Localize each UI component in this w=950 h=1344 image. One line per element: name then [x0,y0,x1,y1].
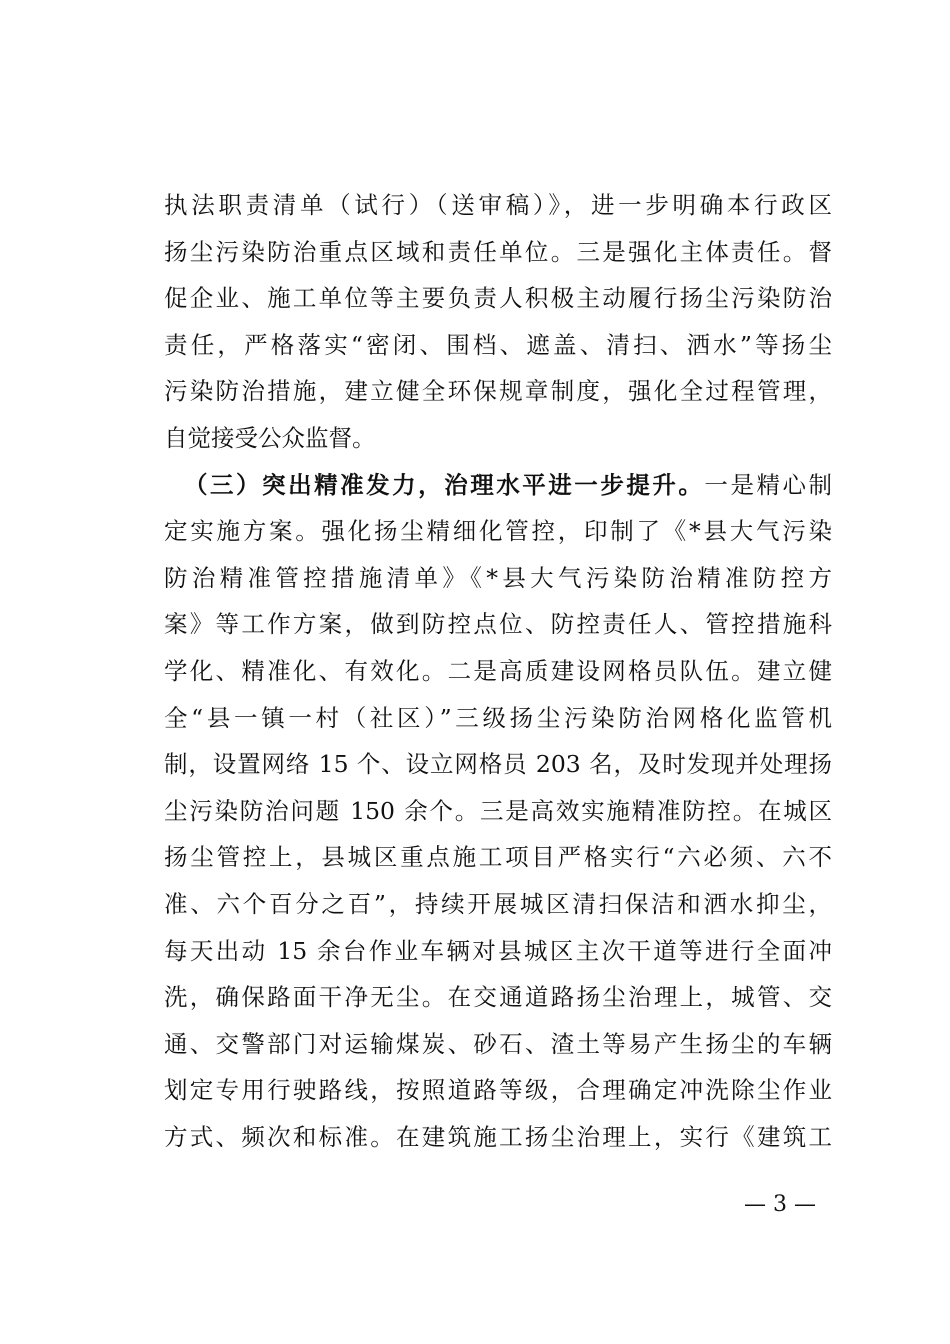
text-line: 划定专用行驶路线，按照道路等级，合理确定冲洗除尘作业 [164,1076,832,1105]
body-text [164,182,832,1160]
page-number: — 3 — [744,1192,816,1217]
text-line: 扬尘污染防治重点区域和责任单位。三是强化主体责任。督 [164,237,832,266]
text-line: 洗，确保路面干净无尘。在交通道路扬尘治理上，城管、交 [164,983,832,1012]
text-line: 污染防治措施，建立健全环保规章制度，强化全过程管理， [164,377,832,406]
text-line: 促企业、施工单位等主要负责人积极主动履行扬尘污染防治 [164,284,832,313]
text-line: 每天出动 15 余台作业车辆对县城区主次干道等进行全面冲 [164,936,832,965]
text-line: 学化、精准化、有效化。二是高质建设网格员队伍。建立健 [164,656,832,685]
text-line: 责任，严格落实“密闭、围档、遮盖、清扫、洒水”等扬尘 [164,330,832,359]
text-line: 案》等工作方案，做到防控点位、防控责任人、管控措施科 [164,610,832,639]
text-line: 准、六个百分之百”，持续开展城区清扫保洁和洒水抑尘， [164,889,832,918]
text-line: 通、交警部门对运输煤炭、砂石、渣土等易产生扬尘的车辆 [164,1029,832,1058]
paragraph-2 [164,462,832,1161]
text-line: 扬尘管控上，县城区重点施工项目严格实行“六必须、六不 [164,843,832,872]
text-line: 执法职责清单（试行）（送审稿）》，进一步明确本行政区 [164,191,832,219]
paragraph-1 [164,182,832,462]
section-heading: （三）突出精准发力，治理水平进一步提升。 [184,470,705,499]
text-line: 方式、频次和标准。在建筑施工扬尘治理上，实行《建筑工 [164,1122,832,1151]
text-line: 制，设置网络 15 个、设立网格员 203 名，及时发现并处理扬 [164,750,832,779]
text-line [164,462,832,509]
text-line: 定实施方案。强化扬尘精细化管控，印制了《*县大气污染 [164,517,832,546]
text-line: 尘污染防治问题 150 余个。三是高效实施精准防控。在城区 [164,796,832,825]
text-line: 自觉接受公众监督。 [164,423,376,452]
text-line: 防治精准管控措施清单》《*县大气污染防治精准防控方 [164,563,832,592]
text-line: 全“县一镇一村（社区）”三级扬尘污染防治网格化监管机 [164,703,832,732]
heading-line-rest: 一是精心制 [704,470,833,499]
